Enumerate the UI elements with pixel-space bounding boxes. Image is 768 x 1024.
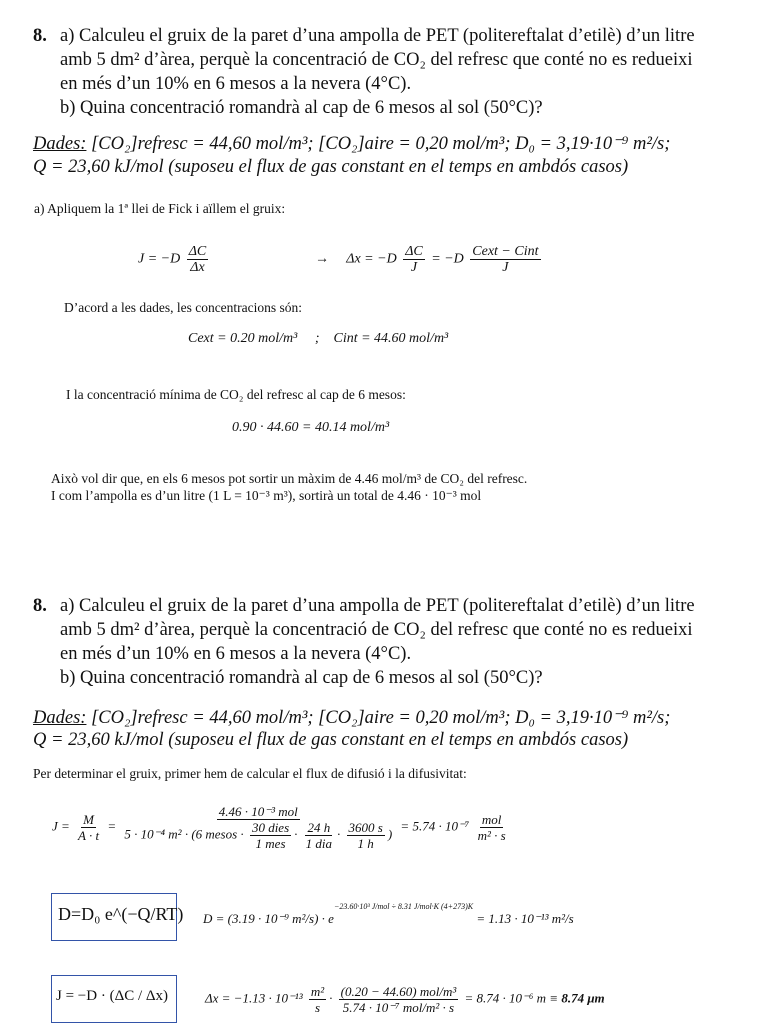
arrhenius-box (51, 893, 184, 941)
diffusivity-equation: D = (3.19 · 10⁻⁹ $m^2/s) \cdot e^{-23.60\cdot 10^3 J/mol \div 8.31 J/mol\cdot K (4+273)K} = 1.13 \cdot 10^{-13}$ m²/s (203, 902, 574, 926)
problem-a-line1: a) Calculeu el gruix de la paret d’una ampolla de PET (politereftalat d’etilè) d’un litre (60, 26, 695, 46)
dades-line1: Dades: [CO₂]refresc = 44,60 mol/m³; [CO₂]aire = 0,20 mol/m³; D₀ = 3,19·10⁻⁹ m²/s; (33, 134, 671, 154)
fick-formula: J = −D · (ΔC / Δx) (56, 988, 169, 1004)
dades-line1-2: Dades: [CO₂]refresc = 44,60 mol/m³; [CO₂]aire = 0,20 mol/m³; D₀ = 3,19·10⁻⁹ m²/s; (33, 708, 671, 728)
problem-b-line: b) Quina concentració romandrà al cap de 6 mesos al sol (50°C)? (60, 98, 543, 118)
dx-equation: → Δx = −D $\frac{\Delta C}{J}$ = −D $\frac{\text{Cext − Cint}}{J}$ (315, 244, 539, 275)
conclusio-line2: I com l’ampolla es d’un litre (1 L = 10⁻³ m³), sortirà un total de 4.46 · 10⁻³ mol (51, 488, 482, 503)
arrow-icon: → (315, 251, 329, 267)
arrhenius-formula: D=D₀ e^(−Q/RT) (58, 904, 184, 924)
fick-equation: J = −D $\frac{\Delta C}{\Delta x}$ (138, 244, 207, 275)
flux-intro: Per determinar el gruix, primer hem de calcular el flux de difusió i la difusivitat: (33, 766, 467, 781)
problem-a-line2-2: amb 5 dm² d’àrea, perquè la concentració de CO₂ del refresc que conté no es redueixi (60, 620, 693, 640)
problem-a-line1-2: a) Calculeu el gruix de la paret d’una ampolla de PET (politereftalat d’etilè) d’un litre (60, 596, 695, 616)
minima-eq: 0.90 · 44.60 = 40.14 mol/m³ (232, 420, 390, 435)
problem-a-line3: en més d’un 10% en 6 mesos a la nevera (4°C). (60, 74, 412, 94)
concentracions-intro: D’acord a les dades, les concentracions són: (64, 300, 303, 315)
problem-a-line3-2: en més d’un 10% en 6 mesos a la nevera (4°C). (60, 644, 412, 664)
problem-number: 8. (33, 26, 47, 46)
thickness-result: 8.74 μm (561, 990, 605, 1006)
flux-equation: J = $\frac{M}{A \cdot t}$ = 4.46 · 10⁻³ mol 5 · 10⁻⁴ m² · (6 mesos · $\frac{\text{30 dies}}{\text{1 mes}}$ · $\frac{24 h}{\text{1 dia}}$ · $\frac{3600 s}{1 h}$ ) = 5.74 · 10⁻⁷ $\frac{\text{mol}}{\text{m² · s}}$ (52, 804, 506, 851)
dades-line2-2: Q = 23,60 kJ/mol (suposeu el flux de gas constant en el temps en ambdós casos) (33, 730, 629, 750)
minima-intro: I la concentració mínima de CO₂ del refresc al cap de 6 mesos: (66, 387, 406, 402)
thickness-equation: Δx = −1.13 · 10⁻¹³ $\frac{\text{m²}}{s}$ · $\frac{\text{(0.20 − 44.60) mol/m³}}{\text{5.74 · 10⁻⁷ mol/m² · s}}$ = 8.74 · 10⁻⁶ m ≡ 8.74 μm (205, 984, 605, 1015)
problem-a-line2: amb 5 dm² d’àrea, perquè la concentració de CO₂ del refresc que conté no es redueixi (60, 50, 693, 70)
conclusio-line1: Això vol dir que, en els 6 mesos pot sortir un màxim de 4.46 mol/m³ de CO₂ del refresc. (51, 471, 528, 486)
fick-box (51, 975, 177, 1023)
concentracions-eq: Cext = 0.20 mol/m³ ; Cint = 44.60 mol/m³ (188, 331, 449, 346)
dades-line2: Q = 23,60 kJ/mol (suposeu el flux de gas constant en el temps en ambdós casos) (33, 157, 629, 177)
problem-number-2: 8. (33, 596, 47, 616)
fick-intro: a) Apliquem la 1ª llei de Fick i aïllem el gruix: (34, 201, 286, 216)
problem-b-line-2: b) Quina concentració romandrà al cap de 6 mesos al sol (50°C)? (60, 668, 543, 688)
